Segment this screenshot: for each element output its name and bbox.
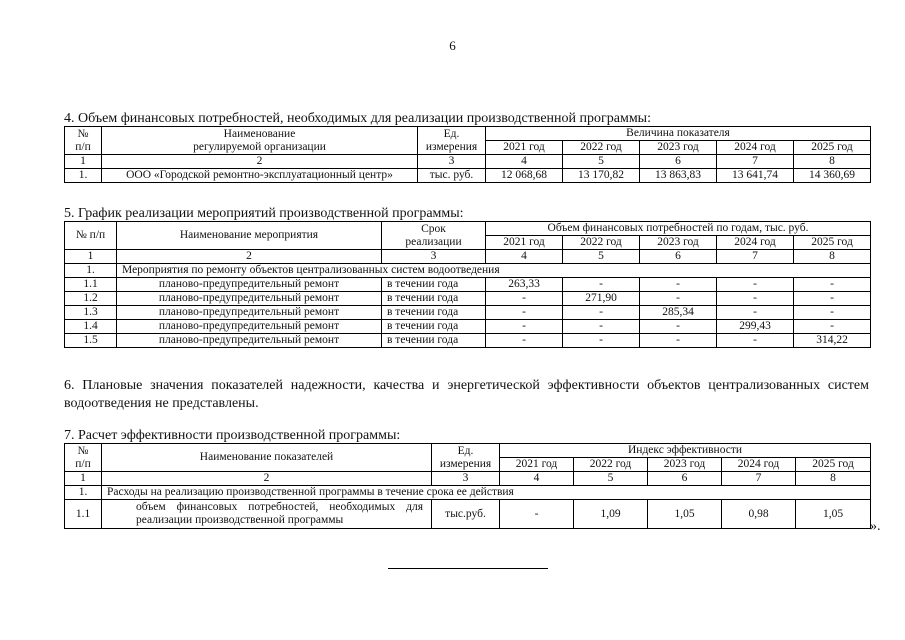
header-year: 2023 год (648, 458, 722, 472)
column-number: 3 (432, 472, 500, 486)
header-indicator-value: Величина показателя (486, 127, 871, 141)
row-value: - (717, 306, 794, 320)
row-value: - (486, 292, 563, 306)
header-year: 2024 год (722, 458, 796, 472)
column-number: 6 (640, 155, 717, 169)
column-number: 8 (794, 250, 871, 264)
group-name: Расходы на реализацию производственной программы в течение срока ее действия (102, 486, 871, 500)
row-term: в течении года (382, 292, 486, 306)
row-value: 1,09 (574, 500, 648, 529)
table-row (65, 500, 871, 529)
header-year: 2025 год (794, 236, 871, 250)
header-year: 2023 год (640, 141, 717, 155)
row-organization-name: ООО «Городской ремонтно-эксплуатационный центр» (102, 169, 418, 183)
header-number: № п/п (65, 127, 102, 155)
row-value: - (563, 334, 640, 348)
row-value: - (486, 320, 563, 334)
row-unit: тыс. руб. (418, 169, 486, 183)
header-year: 2025 год (796, 458, 871, 472)
row-activity: планово-предупредительный ремонт (117, 334, 382, 348)
row-value: 13 863,83 (640, 169, 717, 183)
row-value: 285,34 (640, 306, 717, 320)
header-year: 2022 год (563, 236, 640, 250)
row-value: - (563, 306, 640, 320)
page-number: 6 (449, 38, 456, 53)
column-number: 4 (486, 250, 563, 264)
column-number: 4 (486, 155, 563, 169)
row-value: - (640, 292, 717, 306)
header-year: 2023 год (640, 236, 717, 250)
section-5-heading: 5. График реализации мероприятий производственной программы: (64, 206, 464, 221)
row-value: 263,33 (486, 278, 563, 292)
row-value: 271,90 (563, 292, 640, 306)
row-activity: планово-предупредительный ремонт (117, 306, 382, 320)
row-term: в течении года (382, 306, 486, 320)
column-number: 3 (418, 155, 486, 169)
row-value: - (486, 306, 563, 320)
group-row (65, 264, 871, 278)
row-value: 13 170,82 (563, 169, 640, 183)
row-activity: планово-предупредительный ремонт (117, 292, 382, 306)
row-value: - (794, 292, 871, 306)
row-term: в течении года (382, 320, 486, 334)
column-number: 1 (65, 472, 102, 486)
column-number: 8 (796, 472, 871, 486)
column-number: 6 (640, 250, 717, 264)
header-year: 2022 год (563, 141, 640, 155)
row-value: - (486, 334, 563, 348)
header-year: 2021 год (486, 141, 563, 155)
row-value: - (717, 334, 794, 348)
row-value: 299,43 (717, 320, 794, 334)
table-row (65, 306, 871, 320)
table-row (65, 278, 871, 292)
header-indicator-name: Наименование показателей (102, 444, 432, 472)
column-number: 8 (794, 155, 871, 169)
row-value: - (794, 306, 871, 320)
row-number: 1.3 (65, 306, 117, 320)
header-efficiency-index: Индекс эффективности (500, 444, 871, 458)
column-number: 2 (102, 472, 432, 486)
section-7-heading: 7. Расчет эффективности производственной программы: (64, 428, 401, 443)
row-value: - (717, 278, 794, 292)
row-value: - (640, 278, 717, 292)
row-value: - (640, 320, 717, 334)
column-number: 7 (717, 155, 794, 169)
column-number: 5 (563, 155, 640, 169)
table-row (65, 169, 871, 183)
row-value: - (500, 500, 574, 529)
row-unit: тыс.руб. (432, 500, 500, 529)
column-number: 1 (65, 250, 117, 264)
header-unit: Ед. измерения (432, 444, 500, 472)
row-value: - (640, 334, 717, 348)
column-number: 3 (382, 250, 486, 264)
header-number: № п/п (65, 222, 117, 250)
column-number: 5 (574, 472, 648, 486)
row-value: - (563, 320, 640, 334)
section-7-table (64, 443, 871, 529)
section-5-table (64, 221, 871, 348)
group-number: 1. (65, 486, 102, 500)
row-value: - (717, 292, 794, 306)
column-number: 5 (563, 250, 640, 264)
header-term: Срок реализации (382, 222, 486, 250)
row-number: 1.1 (65, 278, 117, 292)
group-row (65, 486, 871, 500)
header-year: 2024 год (717, 141, 794, 155)
column-number: 2 (117, 250, 382, 264)
row-value: 13 641,74 (717, 169, 794, 183)
column-number: 7 (717, 250, 794, 264)
header-number: № п/п (65, 444, 102, 472)
section-4-table (64, 126, 871, 183)
header-activity: Наименование мероприятия (117, 222, 382, 250)
header-year: 2021 год (500, 458, 574, 472)
row-number: 1.5 (65, 334, 117, 348)
header-organization: Наименование регулируемой организации (102, 127, 418, 155)
row-value: 1,05 (648, 500, 722, 529)
header-year: 2024 год (717, 236, 794, 250)
row-indicator-name: объем финансовых потребностей, необходимых для реализации производственной программы (102, 500, 432, 529)
column-number: 4 (500, 472, 574, 486)
closing-quote-mark: ». (870, 519, 881, 534)
column-number: 6 (648, 472, 722, 486)
table-row (65, 334, 871, 348)
table-row (65, 320, 871, 334)
header-year: 2022 год (574, 458, 648, 472)
row-number: 1. (65, 169, 102, 183)
section-6-paragraph: 6. Плановые значения показателей надежности, качества и энергетической эффективности объектов централизованных систем водоотведения не представлены. (64, 378, 869, 411)
row-term: в течении года (382, 334, 486, 348)
row-activity: планово-предупредительный ремонт (117, 278, 382, 292)
header-year: 2025 год (794, 141, 871, 155)
header-unit: Ед. измерения (418, 127, 486, 155)
row-number: 1.1 (65, 500, 102, 529)
row-number: 1.2 (65, 292, 117, 306)
header-financial-needs: Объем финансовых потребностей по годам, тыс. руб. (486, 222, 871, 236)
row-value: 314,22 (794, 334, 871, 348)
row-term: в течении года (382, 278, 486, 292)
section-4-heading: 4. Объем финансовых потребностей, необходимых для реализации производственной программы: (64, 111, 651, 126)
row-value: 14 360,69 (794, 169, 871, 183)
row-value: 1,05 (796, 500, 871, 529)
group-number: 1. (65, 264, 117, 278)
header-year: 2021 год (486, 236, 563, 250)
row-value: - (563, 278, 640, 292)
row-value: 0,98 (722, 500, 796, 529)
table-row (65, 292, 871, 306)
column-number: 1 (65, 155, 102, 169)
column-number: 2 (102, 155, 418, 169)
row-value: 12 068,68 (486, 169, 563, 183)
group-name: Мероприятия по ремонту объектов централизованных систем водоотведения (117, 264, 871, 278)
footer-divider (388, 568, 548, 569)
row-activity: планово-предупредительный ремонт (117, 320, 382, 334)
row-value: - (794, 320, 871, 334)
row-number: 1.4 (65, 320, 117, 334)
row-value: - (794, 278, 871, 292)
column-number: 7 (722, 472, 796, 486)
